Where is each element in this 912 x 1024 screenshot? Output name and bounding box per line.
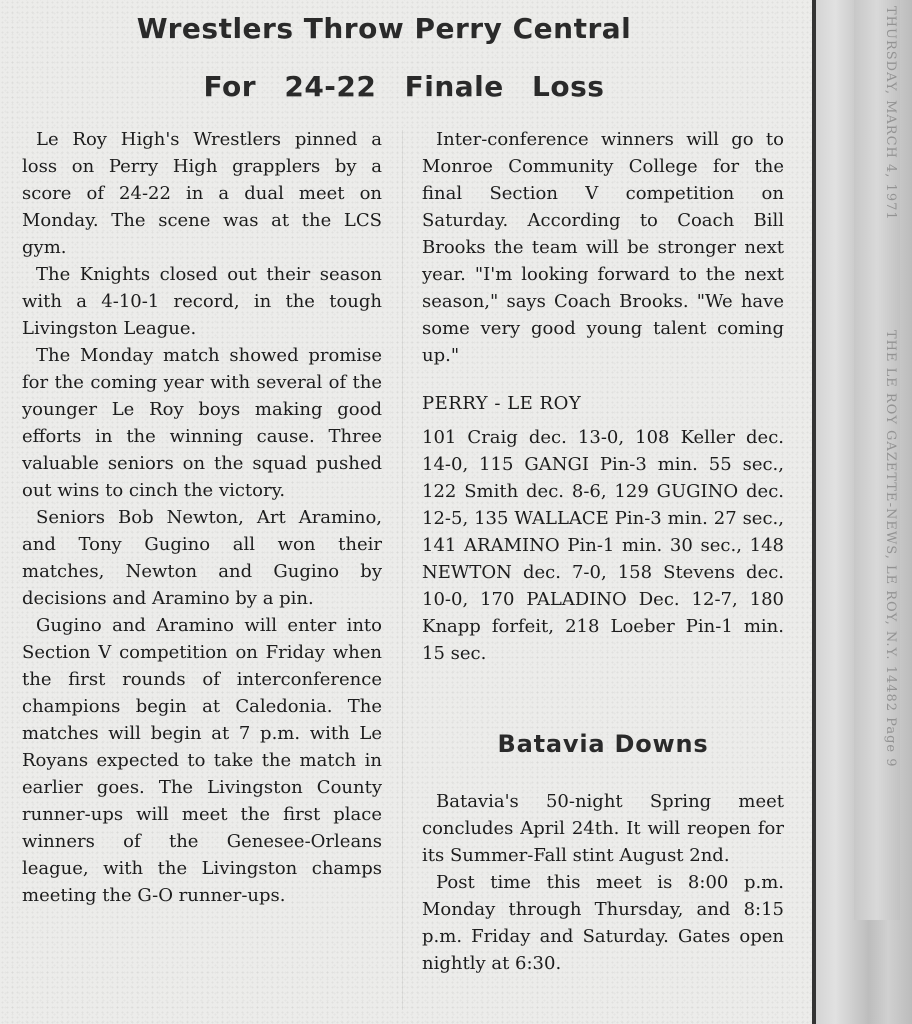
article-paragraph: The Monday match showed promise for the coming year with several of the younger Le Roy boys making good efforts in the winning cause. Three valuable seniors on the squad pushed out wins to cinch the victory. <box>22 345 382 501</box>
article-paragraph: Batavia's 50-night Spring meet concludes April 24th. It will reopen for its Summer-Fall stint August 2nd. <box>422 791 784 866</box>
article-paragraph: Inter-conference winners will go to Monroe Community College for the final Section V competition on Saturday. According to Coach Bill Brooks the team will be stronger next year. "I'm looking forward to the next season," says Coach Brooks. "We have some very good young talent coming up." <box>422 129 784 366</box>
article-paragraph: Post time this meet is 8:00 p.m. Monday through Thursday, and 8:15 p.m. Friday and Saturday. Gates open nightly at 6:30. <box>422 872 784 974</box>
batavia-downs-title: Batavia Downs <box>497 730 709 758</box>
match-results-text: 101 Craig dec. 13-0, 108 Keller dec. 14-0, 115 GANGI Pin-3 min. 55 sec., 122 Smith dec. 8-6, 129 GUGINO dec. 12-5, 135 WALLACE Pin-3 min. 27 sec., 141 ARAMINO Pin-1 min. 30 sec., 148 NEWTON dec. 7-0, 158 Stevens dec. 10-0, 170 PALADINO Dec. 12-7, 180 Knapp forfeit, 218 Loeber Pin-1 min. 15 sec. <box>422 427 784 664</box>
article-paragraph: Gugino and Aramino will enter into Section V competition on Friday when the first rounds of interconference champions begin at Caledonia. The matches will begin at 7 p.m. with Le Royans expected to take the match in earlier goes. The Livingston County runner-ups will meet the first place winners of the Genesee-Orleans league, with the Livingston champs meeting the G-O runner-ups. <box>22 615 382 906</box>
batavia-downs-article <box>422 788 784 977</box>
match-results <box>422 424 784 667</box>
article-right-column <box>422 126 784 369</box>
article-paragraph: Le Roy High's Wrestlers pinned a loss on Perry High grapplers by a score of 24-22 in a dual meet on Monday. The scene was at the LCS gym. <box>22 129 382 258</box>
headline-line-1: Wrestlers Throw Perry Central <box>136 12 632 45</box>
margin-dateline: THURSDAY, MARCH 4, 1971 <box>883 6 898 221</box>
headline-line-2: For 24-22 Finale Loss <box>203 70 605 103</box>
scores-heading: PERRY - LE ROY <box>422 393 582 414</box>
article-paragraph: Seniors Bob Newton, Art Aramino, and Tony Gugino all won their matches, Newton and Gugino by decisions and Aramino by a pin. <box>22 507 382 609</box>
article-left-column <box>22 126 382 909</box>
column-gutter <box>402 130 403 1010</box>
margin-paper-name: THE LE ROY GAZETTE-NEWS, LE ROY, N.Y. 14482 Page 9 <box>883 330 898 768</box>
article-paragraph: The Knights closed out their season with a 4-10-1 record, in the tough Livingston League. <box>22 264 382 339</box>
